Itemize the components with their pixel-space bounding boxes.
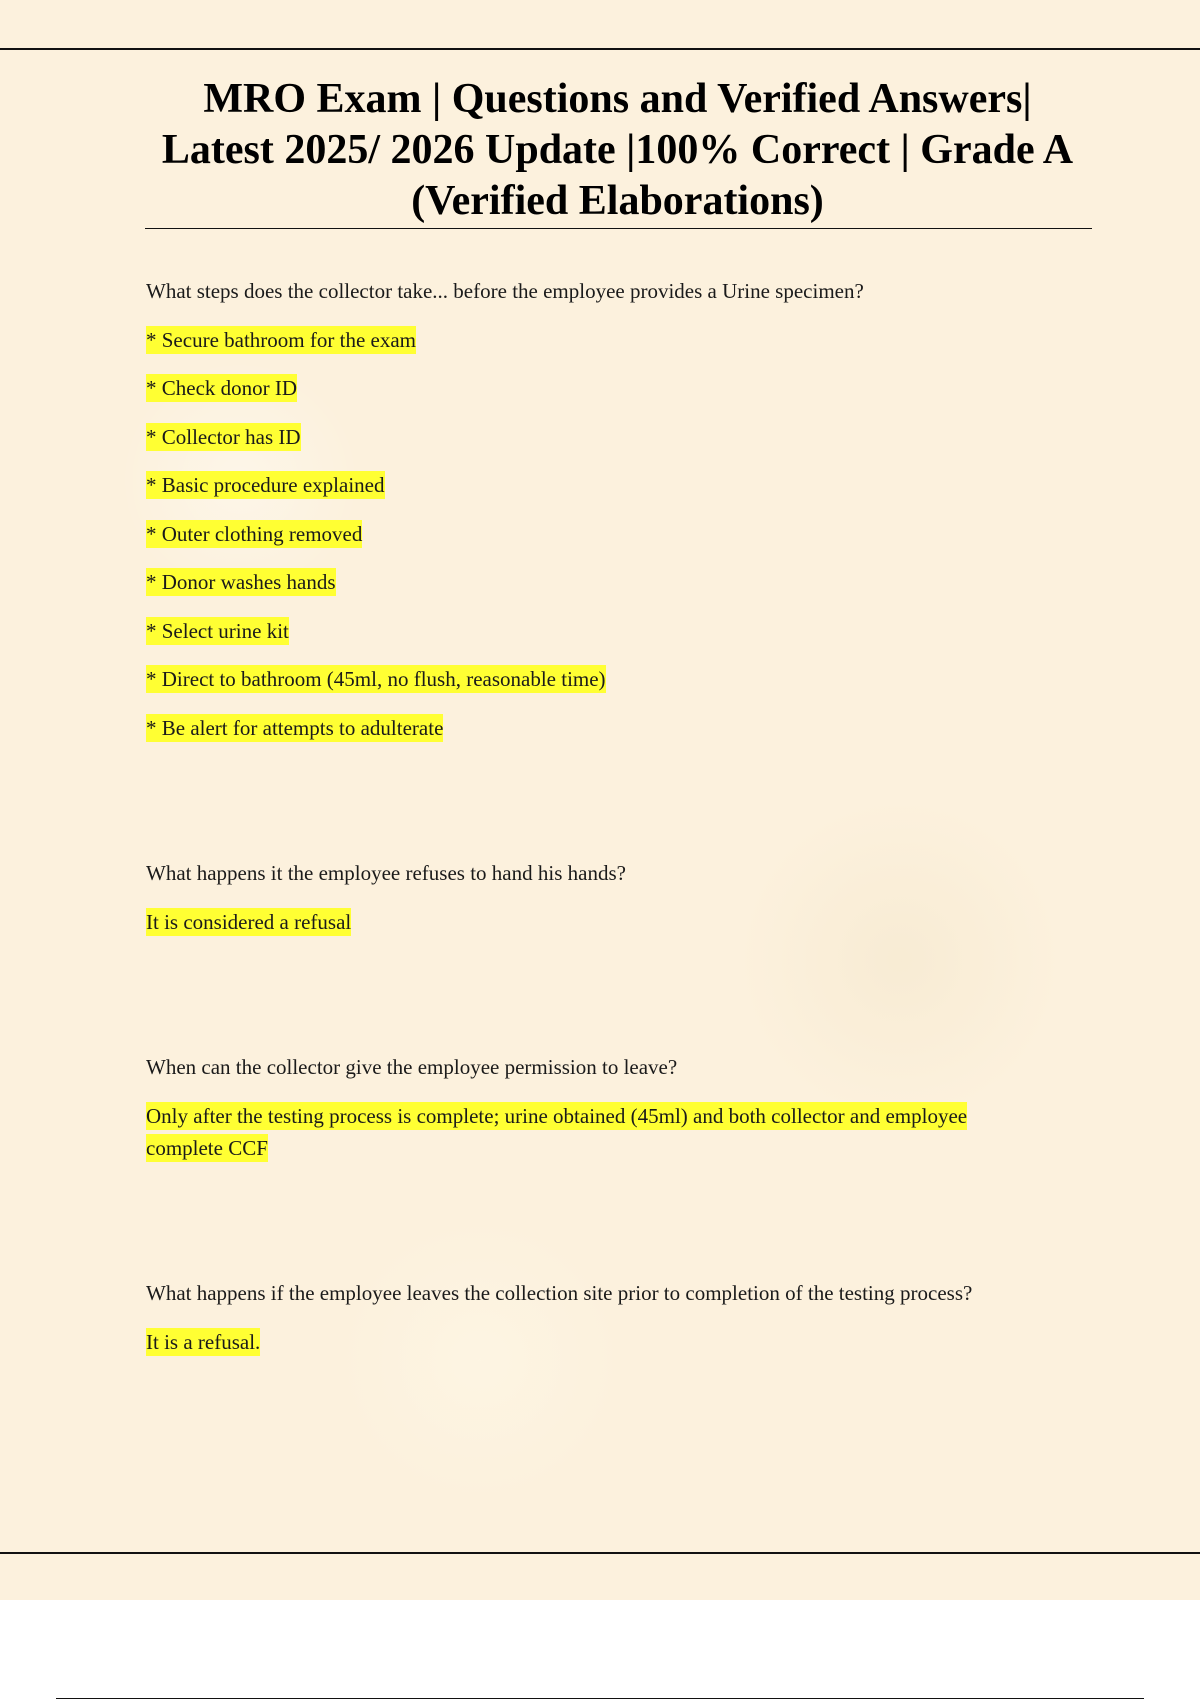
list-item: [146, 518, 1026, 550]
answer-highlight: * Donor washes hands: [146, 570, 336, 594]
answer-highlight: * Collector has ID: [146, 424, 301, 449]
answer-highlight: * Outer clothing removed: [146, 521, 363, 546]
list-item: [146, 421, 1026, 453]
answer-highlight: It is considered a refusal: [146, 909, 352, 934]
answer-highlight: It is a refusal.: [146, 1329, 261, 1354]
answer-highlight: * Basic procedure explained: [146, 473, 385, 497]
bottom-rule: [0, 1552, 1200, 1554]
list-item: [146, 566, 1026, 598]
answer-highlight: * Be alert for attempts to adulterate: [146, 715, 444, 740]
answer-4: [146, 1326, 1026, 1358]
list-item: [146, 372, 1026, 404]
qa-block-4: [146, 1277, 1026, 1358]
qa-block-1: [146, 275, 1026, 744]
question-1: What steps does the collector take... before the employee provides a Urine specimen?: [146, 279, 864, 303]
qa-block-2: [146, 857, 1026, 938]
answer-1-list: [146, 324, 1026, 744]
answer-highlight: * Check donor ID: [146, 376, 298, 400]
list-item: [146, 469, 1026, 501]
list-item: [146, 712, 1026, 744]
answer-highlight: Only after the testing process is complete; urine obtained (45ml) and both collector and employee complete CCF: [146, 1103, 968, 1160]
answer-3: [146, 1100, 1026, 1164]
answer-highlight: * Direct to bathroom (45ml, no flush, reasonable time): [146, 667, 606, 691]
title-underline: [145, 228, 1092, 229]
answer-highlight: * Secure bathroom for the exam: [146, 327, 416, 352]
footer-rule: [56, 1698, 1144, 1699]
qa-block-3: [146, 1051, 1026, 1164]
question-4: What happens if the employee leaves the collection site prior to completion of the testing process?: [146, 1281, 973, 1305]
answer-2: [146, 906, 1026, 938]
list-item: [146, 324, 1026, 356]
document-title: MRO Exam | Questions and Verified Answers| Latest 2025/ 2026 Update |100% Correct | Grade A (Verified Elaborations): [161, 76, 1074, 224]
list-item: [146, 663, 1026, 695]
answer-highlight: * Select urine kit: [146, 618, 289, 643]
question-3: When can the collector give the employee permission to leave?: [146, 1055, 678, 1079]
question-2: What happens it the employee refuses to hand his hands?: [146, 861, 626, 885]
list-item: [146, 615, 1026, 647]
top-rule: [0, 48, 1200, 50]
